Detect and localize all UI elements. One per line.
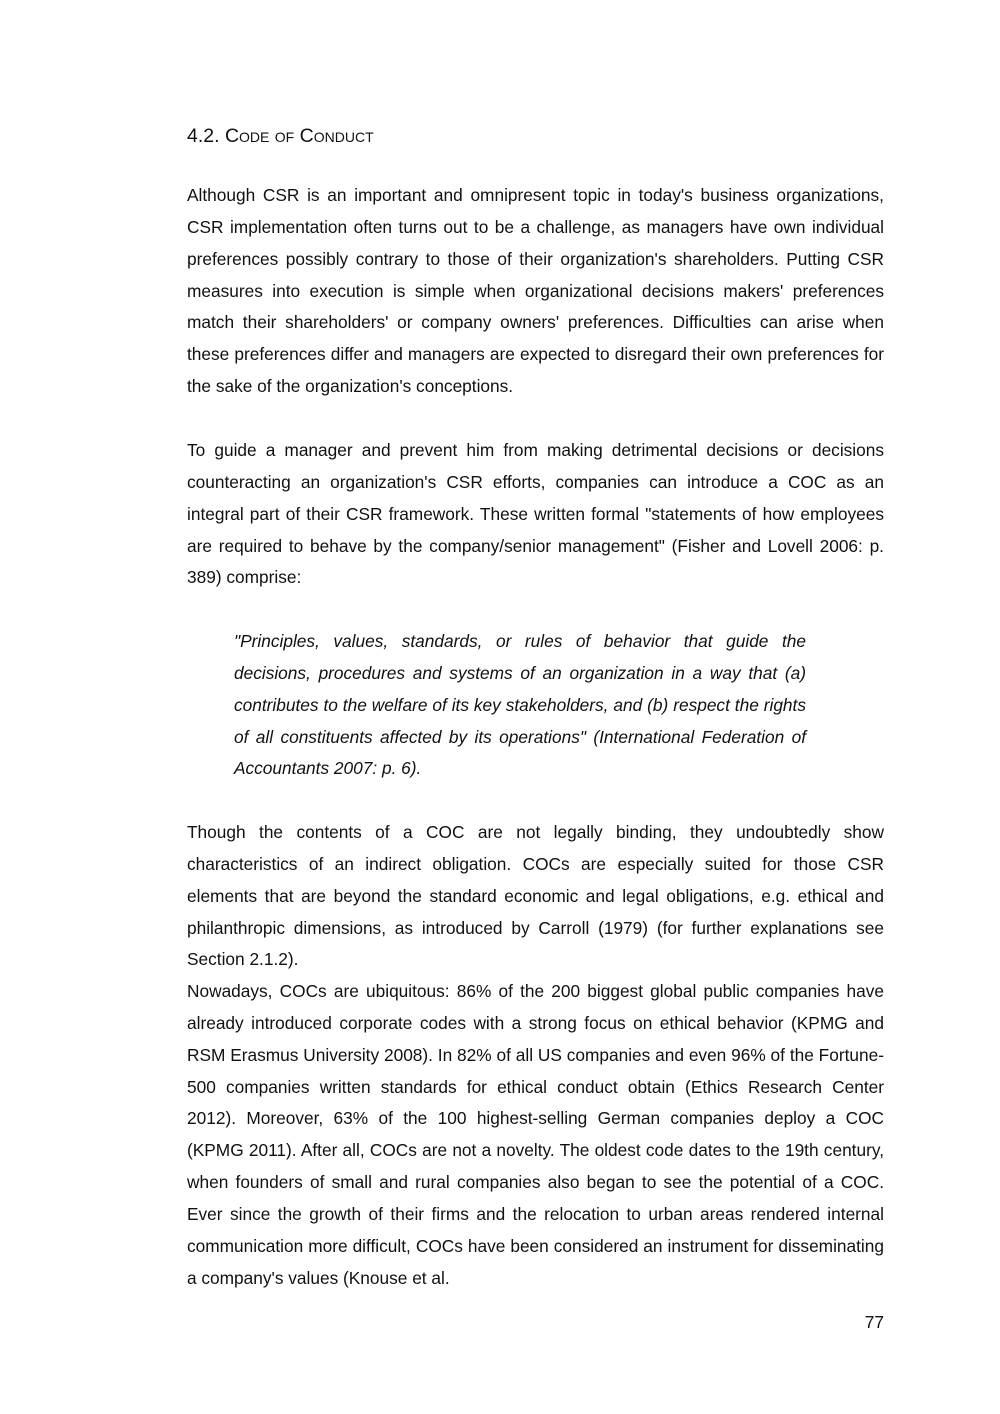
paragraph-coc-purpose: To guide a manager and prevent him from making detrimental decisions or decisions counteracting an organization's CSR efforts, companies can introduce a COC as an integral part of their CSR framework. These written formal "statements of how employees are required to behave by the company/senior management" (Fisher and Lovell 2006: p. 389) comprise: bbox=[187, 440, 884, 588]
paragraph-intro: Although CSR is an important and omnipresent topic in today's business organizations, CSR implementation often turns out to be a challenge, as managers have own individual preferences possibly contrary to those of their organization's shareholders. Putting CSR measures into execution is simple when organizational decisions makers' preferences match their shareholders' or company owners' preferences. Difficulties can arise when these preferences differ and managers are expected to disregard their own preferences for the sake of the organization's conceptions. bbox=[187, 185, 884, 397]
paragraph-obligation: Though the contents of a COC are not legally binding, they undoubtedly show characteristics of an indirect obligation. COCs are especially suited for those CSR elements that are beyond the standard economic and legal obligations, e.g. ethical and philanthropic dimensions, as introduced by Carroll (1979) (for further explanations see Section 2.1.2). bbox=[187, 822, 884, 970]
page-number: 77 bbox=[864, 1312, 884, 1332]
block-quote: "Principles, values, standards, or rules of behavior that guide the decisions, procedures and systems of an organization in a way that (a) contributes to the welfare of its key stakeholders, and (b) respect the rights of all constituents affected by its operations" (International Federation of Accountants 2007: p. 6). bbox=[234, 631, 806, 779]
paragraph-prevalence: Nowadays, COCs are ubiquitous: 86% of the 200 biggest global public companies have already introduced corporate codes with a strong focus on ethical behavior (KPMG and RSM Erasmus University 2008). In 82% of all US companies and even 96% of the Fortune-500 companies written standards for ethical conduct obtain (Ethics Research Center 2012). Moreover, 63% of the 100 highest-selling German companies deploy a COC (KPMG 2011). After all, COCs are not a novelty. The oldest code dates to the 19th century, when founders of small and rural companies also began to see the potential of a COC. Ever since the growth of their firms and the relocation to urban areas rendered internal communication more difficult, COCs have been considered an instrument for disseminating a company's values (Knouse et al. bbox=[187, 981, 884, 1288]
section-heading bbox=[187, 122, 374, 150]
section-title: Code of Conduct bbox=[224, 125, 374, 147]
section-number: 4.2. bbox=[187, 125, 220, 147]
